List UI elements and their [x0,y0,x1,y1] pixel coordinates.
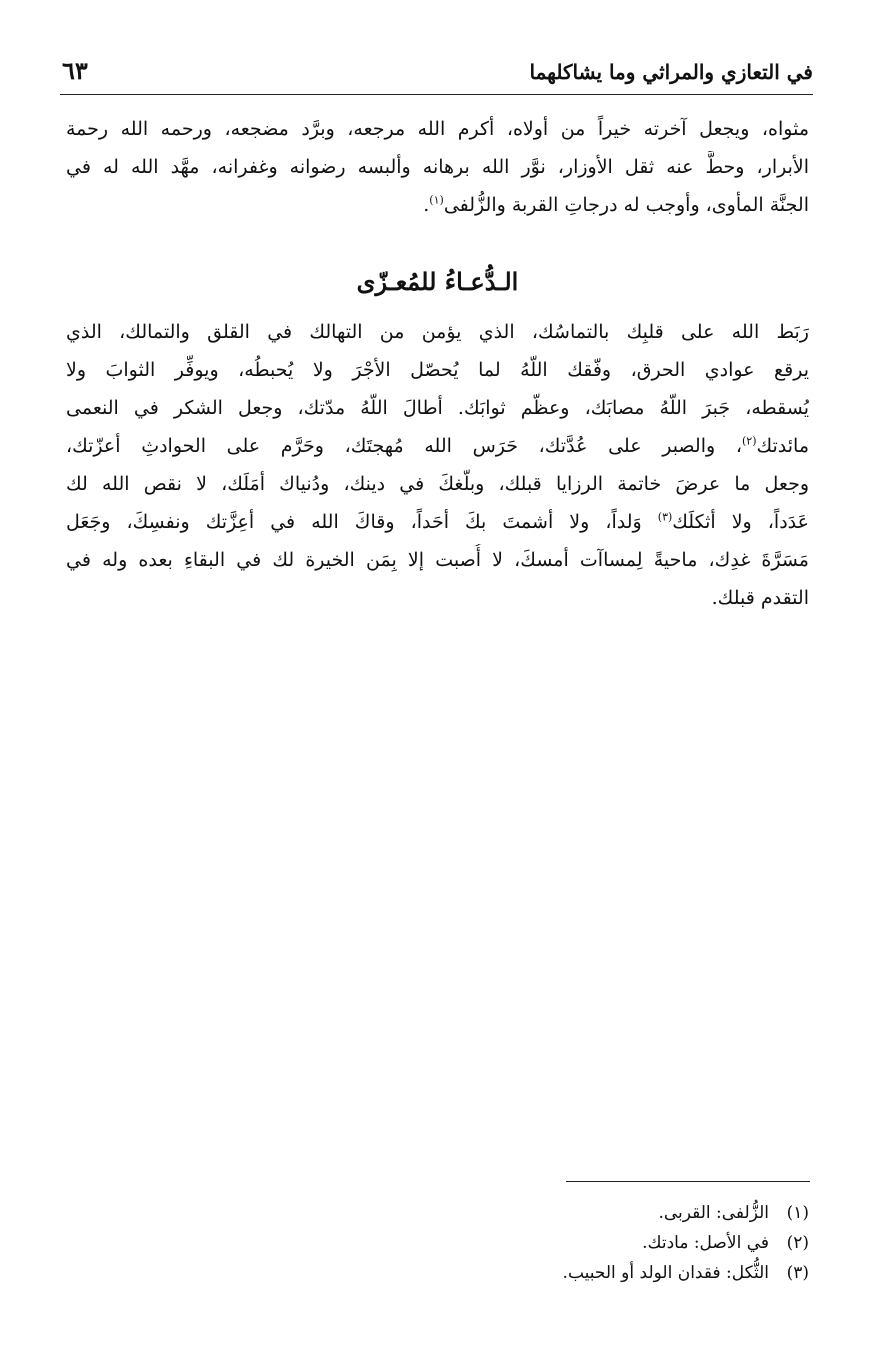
paragraph-line: مثواه، ويجعل آخرته خيراً من أولاه، أكرم الله مرجعه، وبرَّد مضجعه، ورحمه الله رحمة [66,118,809,140]
paragraph-line: مَسَرَّةَ غدِك، ماحيةً لِمساآت أمسكَ، لا أُصبت إلا بِمَن الخيرة لك في البقاءِ بعده وله في [66,549,809,571]
paragraph-line: يرقع عوادي الحرق، وفّقك اللّهُ لما يُحصّل الأجْرَ ولا يُحبطُه، ويوفِّر الثوابَ ولا [66,359,809,381]
paragraph-line: مائدتك$^{(٢)}$، والصبر على عُدَّتك، حَرَس الله مُهجتَك، وحَرَّم على الحوادثِ أعزّتك، [66,434,809,457]
page-number: ٦٣ [62,56,88,85]
footnote-number: (٣) [786,1263,809,1283]
running-title: في التعازي والمراثي وما يشاكلهما [529,60,813,84]
footnote-ref: (١) [429,193,444,207]
footnote-separator [566,1181,810,1182]
line-text: الجنَّة المأوى، وأوجب له درجاتِ القربة والزُّلفى [443,194,809,216]
footnote-item [409,1230,809,1256]
paragraph-line: الأبرار، وحطَّ عنه ثقل الأوزار، نوَّر الله برهانه وألبسه رضوانه وغفرانه، مهَّد الله له في [66,156,809,178]
line-text: والصبر على عُدَّتك، حَرَس الله مُهجتَك، وحَرَّم على الحوادثِ أعزّتك، [66,435,716,457]
line-end: . [423,194,430,216]
line-text: عَدَداً، [767,511,809,533]
footnote-item [409,1260,809,1286]
section-title: الـدُّعـاءُ للمُعـزّى [356,267,519,296]
line-text: ولا أثكلَك [672,511,752,533]
footnote-number: (٢) [786,1233,809,1253]
footnote-ref: (٣) [657,510,673,524]
footnote-item [409,1200,809,1226]
paragraph-line: وجعل ما عرضَ خاتمة الرزايا قبلك، وبلّغكَ في دينك، ودُنياك أمَلَك، لا نقص الله لك [66,473,809,495]
footnote-ref: (٢) [741,434,757,448]
line-text: مائدتك [756,435,809,457]
footnote-number: (١) [786,1203,809,1223]
line-text: وَلداً، ولا أشمتَ بكَ أحَداً، وقاكَ الله في أعِزَّتك ونفسِكَ، وجَعَل [66,511,642,533]
footnote-text: في الأصل: مادتك. [642,1233,769,1253]
paragraph-line: يُسقطه، جَبرَ اللّهُ مصابَك، وعظّم ثوابَك. أطالَ اللّهُ مدّتك، وجعل الشكر في النعمى [66,397,809,419]
paragraph-line: رَبَط الله على قلبِك بالتماسُك، الذي يؤمن من التهالك في القلق والتمالك، الذي [66,321,809,343]
footnote-text: الثُّكل: فقدان الولد أو الحبيب. [562,1263,769,1283]
page-header [60,50,813,95]
paragraph-line [66,189,809,221]
paragraph-line: التقدم قبلك. [711,587,809,609]
paragraph-line [66,506,809,538]
footnote-text: الزُّلفى: القربى. [658,1203,769,1223]
